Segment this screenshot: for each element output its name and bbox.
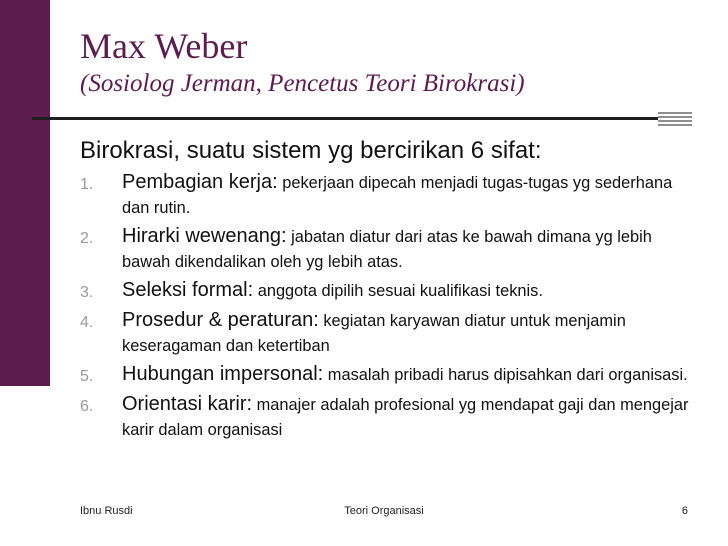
- list-term: Pembagian kerja:: [122, 171, 278, 193]
- list-term: Prosedur & peraturan:: [122, 309, 319, 331]
- list-text: [122, 308, 700, 359]
- list-text: [122, 392, 700, 443]
- list-desc: kegiatan karyawan diatur untuk menjamin keseragaman dan ketertiban: [122, 312, 626, 355]
- footer-author: Ibnu Rusdi: [80, 505, 133, 517]
- list-number: 1.: [80, 176, 94, 193]
- list-number: 3.: [80, 284, 94, 301]
- list-item: [80, 224, 700, 275]
- list-desc: anggota dipilih sesuai kualifikasi teknis.: [253, 282, 543, 300]
- title-block: [80, 26, 700, 99]
- list-item: [80, 392, 700, 443]
- slide-subtitle: (Sosiolog Jerman, Pencetus Teori Birokrasi): [80, 70, 525, 97]
- list-number: 6.: [80, 398, 94, 415]
- list-text: [122, 278, 543, 305]
- list-term: Hirarki wewenang:: [122, 225, 287, 247]
- page-number: 6: [681, 505, 688, 517]
- list-desc: manajer adalah profesional yg mendapat gaji dan mengejar karir dalam organisasi: [122, 396, 689, 439]
- list-text: [122, 362, 688, 389]
- list-item: [80, 308, 700, 359]
- list-term: Orientasi karir:: [122, 393, 253, 415]
- divider-stripes: [658, 112, 692, 128]
- list-item: [80, 170, 700, 221]
- list-number: 5.: [80, 368, 94, 385]
- list-number: 4.: [80, 314, 94, 331]
- slide-body: [80, 136, 700, 443]
- list-text: [122, 224, 700, 275]
- list-item: [80, 362, 700, 389]
- list-desc: pekerjaan dipecah menjadi tugas-tugas yg sederhana dan rutin.: [122, 174, 673, 217]
- title-divider: [32, 117, 658, 120]
- footer-course: Teori Organisasi: [344, 505, 424, 517]
- slide-title: Max Weber: [80, 26, 248, 66]
- list-term: Hubungan impersonal:: [122, 363, 324, 385]
- list-number: 2.: [80, 230, 94, 247]
- list-text: [122, 170, 700, 221]
- accent-bar: [0, 0, 50, 386]
- list-term: Seleksi formal:: [122, 279, 254, 301]
- intro-text: Birokrasi, suatu sistem yg bercirikan 6 sifat:: [80, 137, 542, 164]
- list-item: [80, 278, 700, 305]
- list-desc: masalah pribadi harus dipisahkan dari organisasi.: [323, 366, 688, 384]
- list-desc: jabatan diatur dari atas ke bawah dimana yg lebih bawah dikendalikan oleh yg lebih atas.: [122, 228, 652, 271]
